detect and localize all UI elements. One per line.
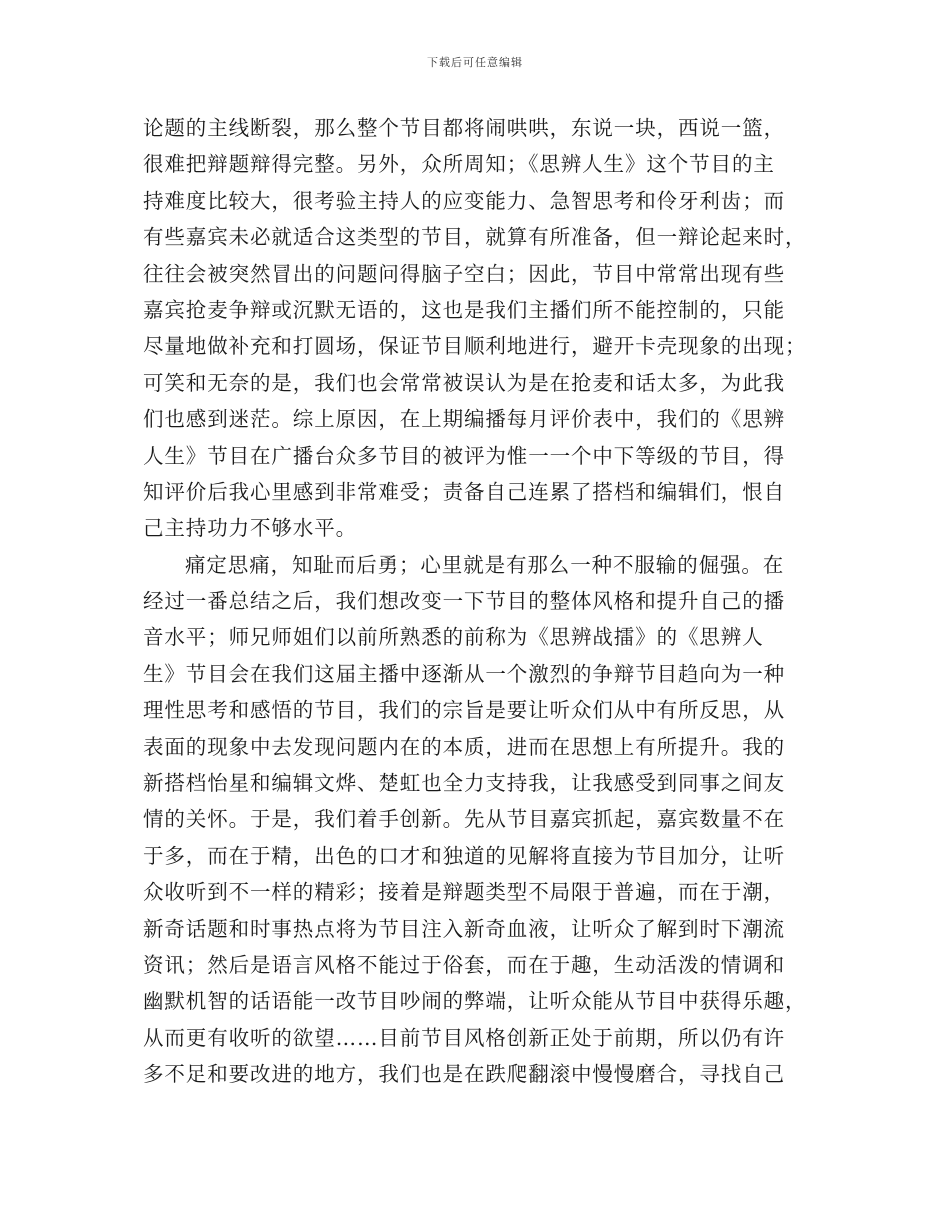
text-line: 于多，而在于精，出色的口才和独道的见解将直接为节目加分，让听: [143, 843, 785, 868]
paragraph: [143, 110, 823, 547]
page-header: 下载后可任意编辑: [427, 56, 523, 69]
text-line: 们也感到迷茫。综上原因，在上期编播每月评价表中，我们的《思辨: [143, 407, 785, 432]
text-line: 理性思考和感悟的节目，我们的宗旨是要让听众们从中有所反思，从: [143, 698, 785, 723]
text-line: 往往会被突然冒出的问题问得脑子空白；因此，节目中常常出现有些: [143, 261, 785, 286]
document-body: [143, 110, 823, 1093]
text-line: 持难度比较大，很考验主持人的应变能力、急智思考和伶牙利齿；而: [143, 188, 785, 213]
text-line: 有些嘉宾未必就适合这类型的节目，就算有所准备，但一辩论起来时，: [143, 225, 807, 250]
text-line: 人生》节目在广播台众多节目的被评为惟一一个中下等级的节目，得: [143, 443, 785, 468]
text-line: 新奇话题和时事热点将为节目注入新奇血液，让听众了解到时下潮流: [143, 916, 785, 941]
text-line: 尽量地做补充和打圆场，保证节目顺利地进行，避开卡壳现象的出现；: [143, 334, 807, 359]
text-line: 知评价后我心里感到非常难受；责备自己连累了搭档和编辑们，恨自: [143, 479, 785, 504]
text-line: 资讯；然后是语言风格不能过于俗套，而在于趣，生动活泼的情调和: [143, 952, 785, 977]
text-line: 嘉宾抢麦争辩或沉默无语的，这也是我们主播们所不能控制的，只能: [143, 297, 785, 322]
text-line: 论题的主线断裂，那么整个节目都将闹哄哄，东说一块，西说一篮，: [143, 116, 785, 140]
text-line: 己主持功力不够水平。: [143, 516, 357, 541]
text-line: 表面的现象中去发现问题内在的本质，进而在思想上有所提升。我的: [143, 734, 785, 759]
text-line: 音水平；师兄师姐们以前所熟悉的前称为《思辨战擂》的《思辨人: [143, 625, 764, 650]
text-line: 情的关怀。于是，我们着手创新。先从节目嘉宾抓起，嘉宾数量不在: [143, 807, 785, 832]
text-line: 众收听到不一样的精彩；接着是辩题类型不局限于普遍，而在于潮，: [143, 880, 785, 905]
paragraph: [143, 547, 823, 1093]
text-line: 多不足和要改进的地方，我们也是在跌爬翻滚中慢慢磨合，寻找自己: [143, 1062, 785, 1087]
text-line: 从而更有收听的欲望……目前节目风格创新正处于前期，所以仍有许: [143, 1025, 785, 1050]
text-line: 很难把辩题辩得完整。另外，众所周知；《思辨人生》这个节目的主: [143, 152, 775, 177]
text-line: 痛定思痛，知耻而后勇；心里就是有那么一种不服输的倔强。在: [185, 552, 785, 577]
text-line: 幽默机智的话语能一改节目吵闹的弊端，让听众能从节目中获得乐趣，: [143, 989, 807, 1014]
text-line: 生》节目会在我们这届主播中逐渐从一个激烈的争辩节目趋向为一种: [143, 661, 785, 686]
text-line: 经过一番总结之后，我们想改变一下节目的整体风格和提升自己的播: [143, 589, 785, 614]
text-line: 可笑和无奈的是，我们也会常常被误认为是在抢麦和话太多，为此我: [143, 370, 785, 395]
text-line: 新搭档怡星和编辑文烨、楚虹也全力支持我，让我感受到同事之间友: [143, 771, 785, 796]
